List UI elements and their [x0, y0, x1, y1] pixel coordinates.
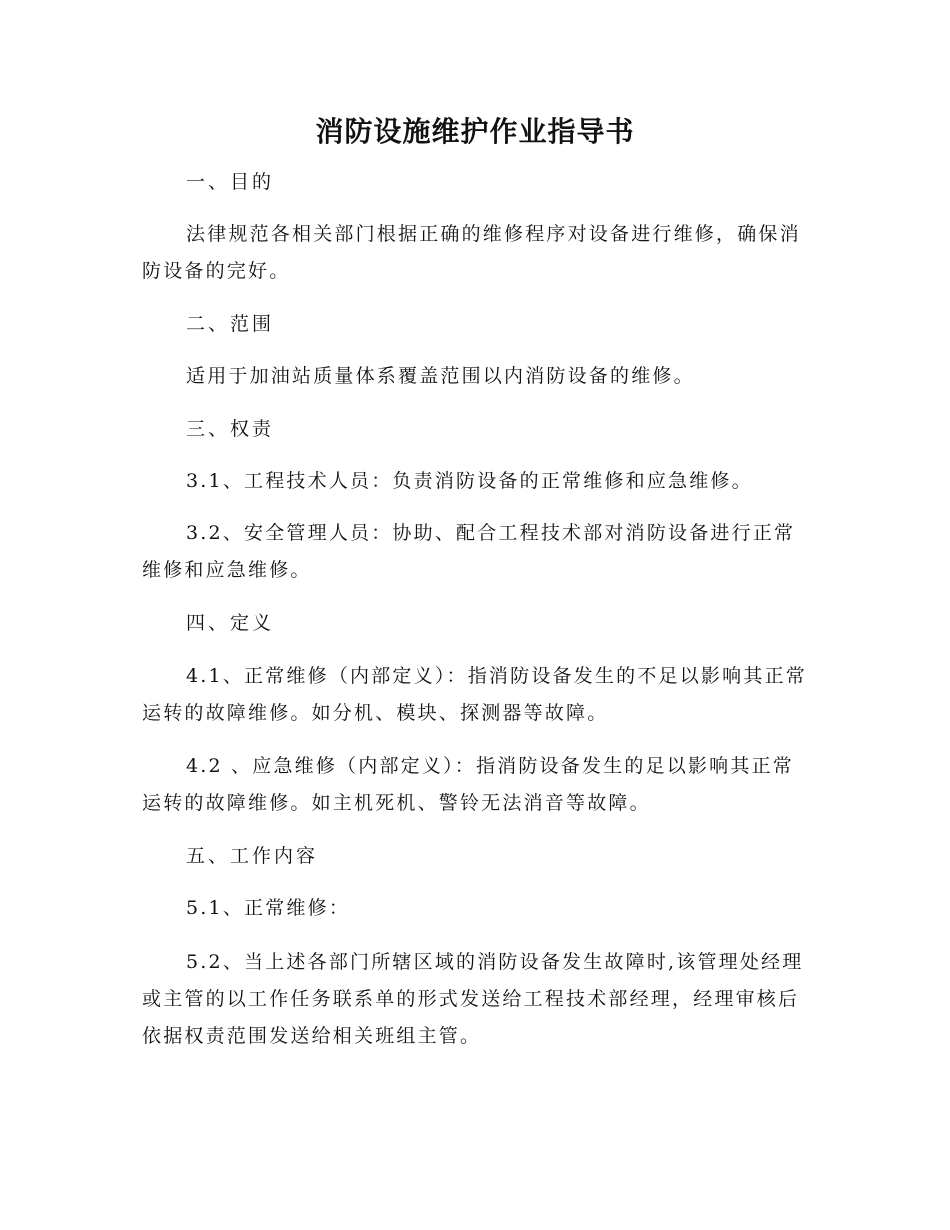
definition-item-4-1: 4.1、正常维修（内部定义）：指消防设备发生的不足以影响其正常运转的故障维修。如分机、模块、探测器等故障。 — [142, 665, 807, 724]
scope-paragraph: 适用于加油站质量体系覆盖范围以内消防设备的维修。 — [186, 365, 695, 387]
section-heading-responsibilities: 三、权责 — [186, 418, 275, 440]
section-heading-scope: 二、范围 — [186, 313, 275, 335]
work-item-5-1: 5.1、正常维修： — [186, 897, 351, 919]
section-heading-purpose: 一、目的 — [186, 171, 275, 193]
work-item-5-2: 5.2、当上述各部门所辖区域的消防设备发生故障时,该管理处经理或主管的以工作任务联系单的形式发送给工程技术部经理，经理审核后依据权责范围发送给相关班组主管。 — [142, 951, 804, 1047]
purpose-paragraph: 法律规范各相关部门根据正确的维修程序对设备进行维修，确保消防设备的完好。 — [142, 223, 801, 282]
definition-item-4-2: 4.2 、应急维修（内部定义）：指消防设备发生的足以影响其正常运转的故障维修。如主机死机、警铃无法消音等故障。 — [142, 755, 794, 814]
section-heading-work-content: 五、工作内容 — [186, 845, 319, 867]
responsibility-item-3-2: 3.2、安全管理人员：协助、配合工程技术部对消防设备进行正常维修和应急维修。 — [142, 522, 796, 581]
document-title: 消防设施维护作业指导书 — [315, 115, 635, 148]
responsibility-item-3-1: 3.1、工程技术人员：负责消防设备的正常维修和应急维修。 — [186, 470, 753, 492]
section-heading-definitions: 四、定义 — [186, 612, 275, 634]
